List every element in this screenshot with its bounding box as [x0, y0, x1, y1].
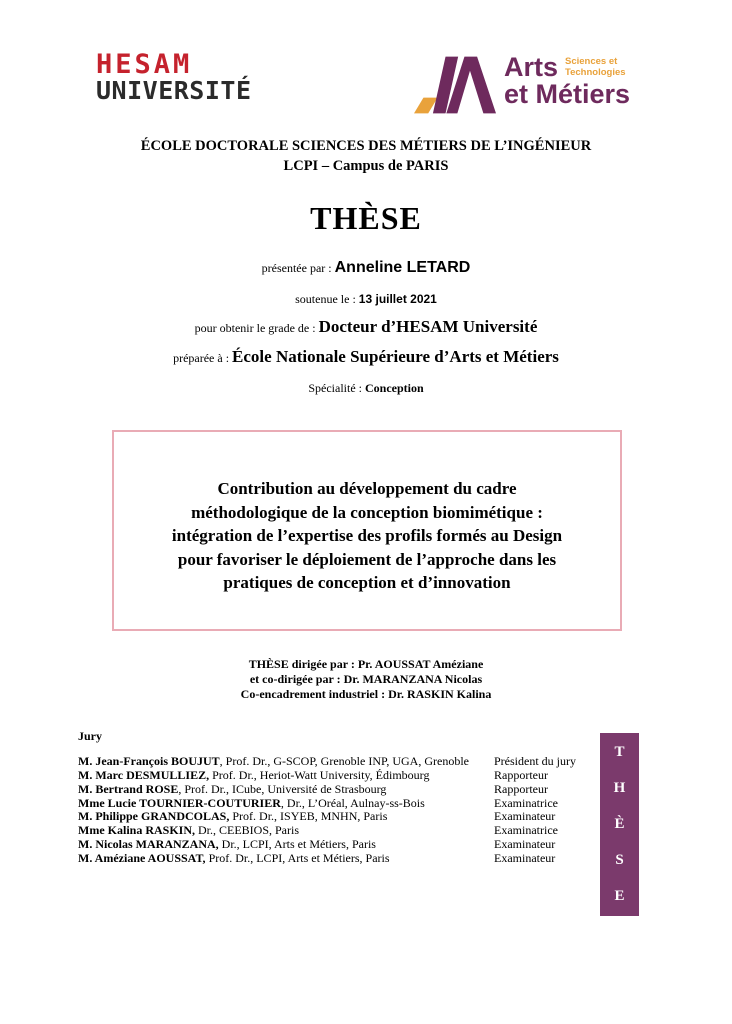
degree-name: Docteur d’HESAM Université — [318, 317, 538, 336]
page-title: THÈSE — [310, 200, 422, 236]
hesam-wordmark: HESAM — [96, 49, 193, 80]
jury-member-name: M. Philippe GRANDCOLAS, — [78, 809, 230, 824]
arts-et-metiers-text — [504, 54, 630, 108]
jury-member-details: Dr., LCPI, Arts et Métiers, Paris — [218, 837, 376, 852]
side-tab-letter: È — [614, 816, 625, 832]
these-side-tab — [600, 733, 639, 916]
jury-member-role: Examinatrice — [494, 795, 558, 810]
author-name: Anneline LETARD — [334, 259, 471, 276]
arts-et-metiers-logo — [414, 54, 630, 114]
defense-date: 13 juillet 2021 — [358, 292, 437, 306]
specialty-name: Conception — [364, 381, 424, 395]
institution-name: École Nationale Supérieure d’Arts et Métiers — [232, 347, 559, 366]
jury-member-name: M. Nicolas MARANZANA, — [78, 837, 219, 852]
specialty-line — [0, 379, 732, 397]
jury-member-role: Rapporteur — [494, 781, 548, 796]
hesam-logo — [96, 49, 252, 105]
jury-member-details: Prof. Dr., ISYEB, MNHN, Paris — [229, 809, 388, 824]
arts-et-metiers-name-line1: Arts — [504, 52, 559, 82]
thesis-title-box — [112, 430, 622, 631]
doctoral-school-line1: ÉCOLE DOCTORALE SCIENCES DES MÉTIERS DE L’INGÉNIEUR — [140, 138, 592, 154]
presented-by-line — [0, 259, 732, 277]
doctoral-school-line2: LCPI – Campus de PARIS — [283, 158, 449, 174]
jury-member-name: M. Jean-François BOUJUT — [78, 754, 220, 768]
jury-heading: Jury — [78, 729, 102, 743]
thesis-title-line: pour favoriser le déploiement de l’approche dans les — [177, 549, 557, 569]
prepared-at-label: préparée à : — [173, 351, 233, 365]
prepared-at-line — [0, 347, 732, 367]
hesam-universite-wordmark: UNIVERSITÉ — [96, 76, 252, 105]
arts-et-metiers-tagline — [565, 57, 626, 78]
jury-member-details: , Prof. Dr., ICube, Université de Strasbourg — [178, 781, 387, 796]
jury-member-role: Examinatrice — [494, 823, 558, 838]
direction-line: et co-dirigée par : Dr. MARANZANA Nicolas — [249, 672, 483, 686]
jury-member-details: Dr., CEEBIOS, Paris — [195, 823, 300, 838]
jury-member-role: Rapporteur — [494, 767, 548, 782]
tagline-line1: Sciences et — [565, 56, 618, 67]
jury-member-role: Examinateur — [494, 837, 556, 852]
doctoral-school-header — [0, 136, 732, 176]
degree-label: pour obtenir le grade de : — [194, 321, 319, 335]
jury-member-role: Président du jury — [494, 754, 576, 768]
jury-member-details: Prof. Dr., LCPI, Arts et Métiers, Paris — [205, 850, 390, 865]
specialty-label: Spécialité : — [308, 381, 365, 395]
jury-member-details: Prof. Dr., Heriot-Watt University, Édimbourg — [209, 767, 430, 782]
jury-member-details: , Prof. Dr., G-SCOP, Grenoble INP, UGA, Grenoble — [219, 754, 469, 768]
jury-member-name: M. Améziane AOUSSAT, — [78, 850, 206, 865]
side-tab-letter: T — [614, 744, 625, 760]
thesis-title-line: intégration de l’expertise des profils formés au Design — [171, 526, 563, 545]
direction-line: Co-encadrement industriel : Dr. RASKIN Kalina — [240, 687, 492, 701]
presented-by-label: présentée par : — [261, 261, 335, 275]
arts-et-metiers-mark-icon — [414, 56, 496, 114]
jury-member-name: Mme Kalina RASKIN, — [78, 823, 195, 838]
jury-member-details: , Dr., L’Oréal, Aulnay-ss-Bois — [280, 795, 425, 810]
defense-date-label: soutenue le : — [295, 292, 359, 306]
jury-member-name: M. Marc DESMULLIEZ, — [78, 767, 210, 782]
defense-date-line — [0, 290, 732, 308]
arts-et-metiers-name-line2: et Métiers — [504, 79, 631, 109]
side-tab-letter: E — [614, 888, 625, 904]
jury-member-name: Mme Lucie TOURNIER-COUTURIER — [78, 795, 281, 810]
tagline-line2: Technologies — [565, 66, 626, 78]
side-tab-letter: S — [615, 852, 624, 868]
thesis-title-line: pratiques de conception et d’innovation — [223, 573, 511, 592]
jury-member-name: M. Bertrand ROSE — [78, 781, 179, 796]
side-tab-letter: H — [613, 780, 626, 796]
thesis-title-line: méthodologique de la conception biomimétique : — [191, 502, 543, 522]
jury-member-role: Examinateur — [494, 809, 556, 824]
thesis-title-line: Contribution au développement du cadre — [217, 479, 517, 498]
degree-line — [0, 317, 732, 337]
jury-member-role: Examinateur — [494, 850, 556, 865]
direction-line: THÈSE dirigée par : Pr. AOUSSAT Améziane — [248, 657, 484, 671]
thesis-direction-block — [0, 657, 732, 702]
